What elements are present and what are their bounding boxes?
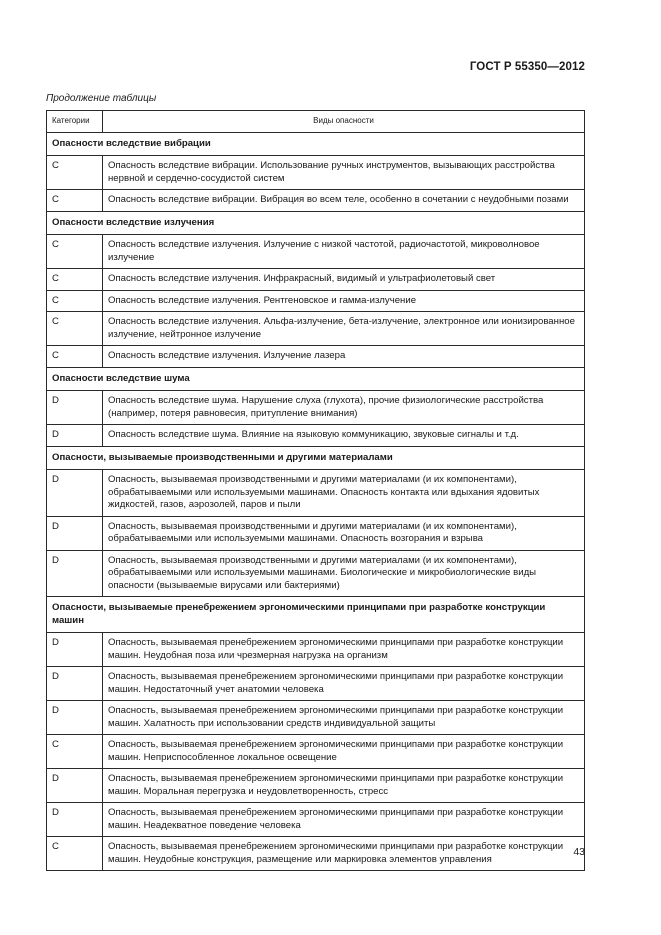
table-row	[47, 837, 585, 871]
document-standard-header: ГОСТ Р 55350—2012	[469, 61, 585, 73]
section-title: Опасности, вызываемые пренебрежением эргономическими принципами при разработке конструкции машин	[47, 597, 585, 633]
hazard-description: Опасность, вызываемая пренебрежением эргономическими принципами при разработке конструкции машин. Недостаточный учет анатомии человека	[103, 667, 585, 701]
table-row	[47, 312, 585, 346]
hazard-category: C	[47, 837, 103, 871]
hazard-category: D	[47, 391, 103, 425]
table-row	[47, 470, 585, 517]
section-title: Опасности, вызываемые производственными и другими материалами	[47, 446, 585, 470]
hazard-description: Опасность, вызываемая пренебрежением эргономическими принципами при разработке конструкции машин. Неудобные конструкция, размещение или маркировка элементов управления	[103, 837, 585, 871]
table-row	[47, 391, 585, 425]
table-row	[47, 701, 585, 735]
hazard-description: Опасность вследствие вибрации. Использование ручных инструментов, вызывающих расстройства нервной и сердечно-сосудистой систем	[103, 156, 585, 190]
hazard-description: Опасность вследствие шума. Нарушение слуха (глухота), прочие физиологические расстройства (например, потеря равновесия, притупление внимания)	[103, 391, 585, 425]
section-title: Опасности вследствие шума	[47, 367, 585, 391]
hazard-description: Опасность вследствие излучения. Альфа-излучение, бета-излучение, электронное или ионизированное излучение, нейтронное излучение	[103, 312, 585, 346]
table-body	[47, 132, 585, 871]
hazard-description: Опасность, вызываемая пренебрежением эргономическими принципами при разработке конструкции машин. Моральная перегрузка и неудовлетворенность, стресс	[103, 769, 585, 803]
hazard-description: Опасность, вызываемая пренебрежением эргономическими принципами при разработке конструкции машин. Неудобная поза или чрезмерная нагрузка на организм	[103, 633, 585, 667]
hazard-description: Опасность вследствие излучения. Излучение с низкой частотой, радиочастотой, микроволновое излучение	[103, 235, 585, 269]
hazard-description: Опасность вследствие шума. Влияние на языковую коммуникацию, звуковые сигналы и т.д.	[103, 425, 585, 447]
section-row	[47, 132, 585, 156]
hazard-category: C	[47, 290, 103, 312]
table-row	[47, 190, 585, 212]
column-header-hazard-types: Виды опасности	[103, 111, 585, 133]
hazard-description: Опасность вследствие излучения. Инфракрасный, видимый и ультрафиолетовый свет	[103, 269, 585, 291]
table-row	[47, 769, 585, 803]
table-row	[47, 346, 585, 368]
table-continuation-label: Продолжение таблицы	[46, 93, 157, 104]
hazard-description: Опасность вследствие излучения. Излучение лазера	[103, 346, 585, 368]
hazard-category: D	[47, 769, 103, 803]
hazard-description: Опасность, вызываемая пренебрежением эргономическими принципами при разработке конструкции машин. Халатность при использовании средств индивидуальной защиты	[103, 701, 585, 735]
table-row	[47, 667, 585, 701]
table-row	[47, 235, 585, 269]
hazard-category: D	[47, 470, 103, 517]
hazard-category: D	[47, 425, 103, 447]
hazard-description: Опасность вследствие излучения. Рентгеновское и гамма-излучение	[103, 290, 585, 312]
hazard-category: C	[47, 346, 103, 368]
hazard-category: C	[47, 312, 103, 346]
hazard-category: C	[47, 156, 103, 190]
table-row	[47, 735, 585, 769]
table-row	[47, 290, 585, 312]
hazard-category: C	[47, 190, 103, 212]
section-row	[47, 211, 585, 235]
table-row	[47, 269, 585, 291]
section-title: Опасности вследствие вибрации	[47, 132, 585, 156]
hazard-description: Опасность, вызываемая пренебрежением эргономическими принципами при разработке конструкции машин. Неадекватное поведение человека	[103, 803, 585, 837]
hazard-category: D	[47, 701, 103, 735]
table-row	[47, 550, 585, 597]
hazard-category: C	[47, 269, 103, 291]
table-header-row	[47, 111, 585, 133]
section-row	[47, 367, 585, 391]
hazard-category: D	[47, 633, 103, 667]
hazard-description: Опасность, вызываемая производственными и другими материалами (и их компонентами), обрабатываемыми или используемыми машинами. Биологические и микробиологические виды опасности (вызываемые вирусами или бактериями)	[103, 550, 585, 597]
page-number: 43	[573, 846, 585, 858]
hazard-category: C	[47, 735, 103, 769]
column-header-category: Категории	[47, 111, 103, 133]
table-row	[47, 803, 585, 837]
section-row	[47, 597, 585, 633]
hazard-category: D	[47, 516, 103, 550]
hazard-table	[46, 110, 585, 871]
section-title: Опасности вследствие излучения	[47, 211, 585, 235]
section-row	[47, 446, 585, 470]
table-row	[47, 633, 585, 667]
hazard-category: C	[47, 235, 103, 269]
hazard-description: Опасность вследствие вибрации. Вибрация во всем теле, особенно в сочетании с неудобными позами	[103, 190, 585, 212]
hazard-description: Опасность, вызываемая пренебрежением эргономическими принципами при разработке конструкции машин. Неприспособленное локальное освещение	[103, 735, 585, 769]
hazard-description: Опасность, вызываемая производственными и другими материалами (и их компонентами), обрабатываемыми или используемыми машинами. Опасность контакта или вдыхания ядовитых жидкостей, газов, аэрозолей, паров и пыли	[103, 470, 585, 517]
hazard-category: D	[47, 550, 103, 597]
hazard-category: D	[47, 667, 103, 701]
table-row	[47, 516, 585, 550]
hazard-category: D	[47, 803, 103, 837]
table-row	[47, 425, 585, 447]
table-row	[47, 156, 585, 190]
hazard-description: Опасность, вызываемая производственными и другими материалами (и их компонентами), обрабатываемыми или используемыми машинами. Опасность возгорания и взрыва	[103, 516, 585, 550]
